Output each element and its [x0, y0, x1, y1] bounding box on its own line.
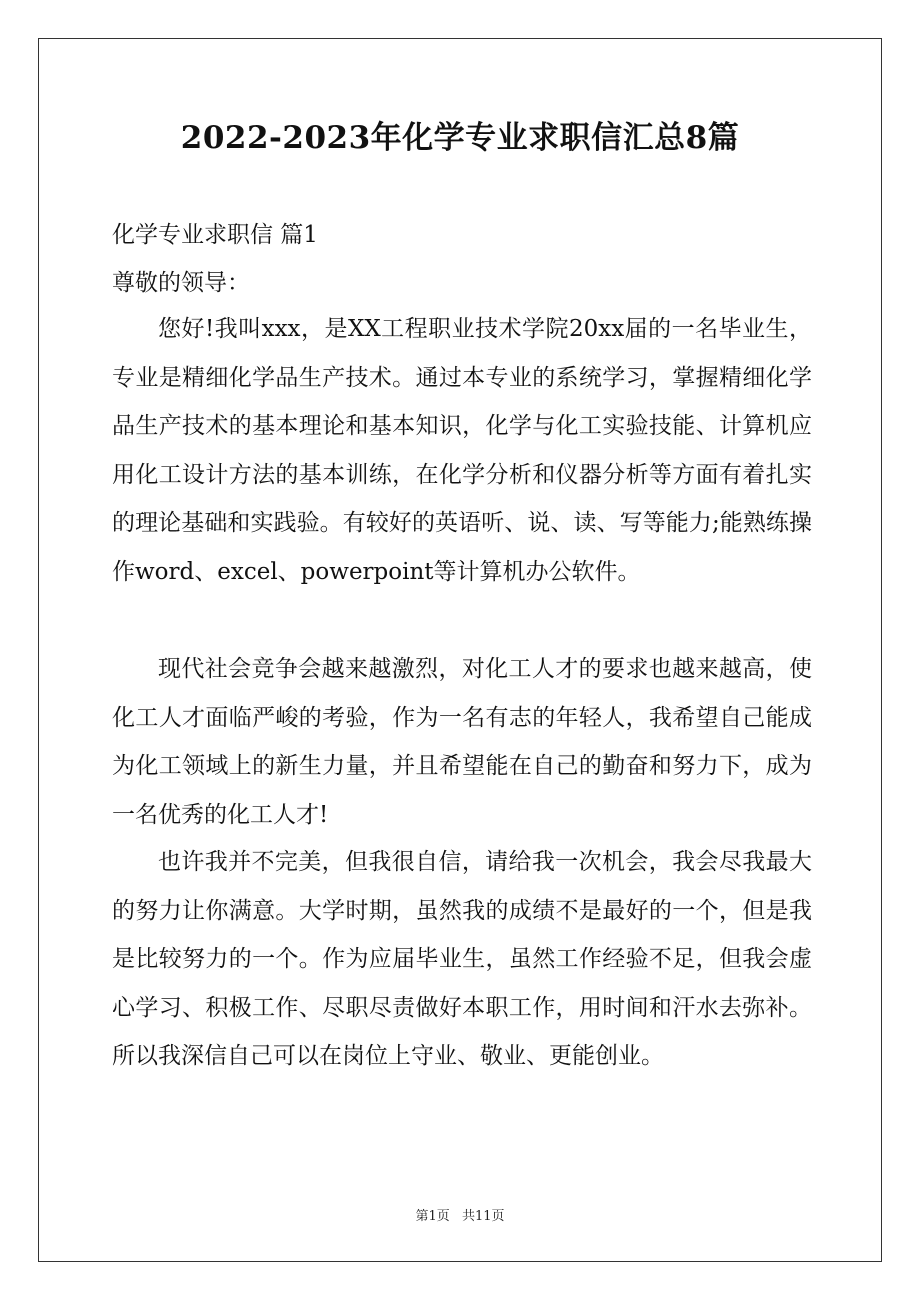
section-heading: 化学专业求职信 篇1 — [112, 222, 318, 248]
body-paragraph-3: 也许我并不完美，但我很自信，请给我一次机会，我会尽我最大的努力让你满意。大学时期，虽然我的成绩不是最好的一个，但是我是比较努力的一个。作为应届毕业生，虽然工作经验不足，但我会虚心学习、积极工作、尽职尽责做好本职工作，用时间和汗水去弥补。所以我深信自己可以在岗位上守业、敬业、更能创业。 — [112, 849, 812, 1069]
page-total: 共11页 — [461, 1209, 505, 1224]
body-paragraph-1: 您好!我叫xxx，是XX工程职业技术学院20xx届的一名毕业生，专业是精细化学品生产技术。通过本专业的系统学习，掌握精细化学品生产技术的基本理论和基本知识，化学与化工实验技能、计算机应用化工设计方法的基本训练，在化学分析和仪器分析等方面有着扎实的理论基础和实践验。有较好的英语听、说、读、写等能力;能熟练操作word、excel、powerpoint等计算机办公软件。 — [112, 316, 812, 585]
salutation: 尊敬的领导： — [112, 270, 250, 296]
page-footer — [0, 1205, 920, 1224]
body-paragraph-2: 现代社会竞争会越来越激烈，对化工人才的要求也越来越高，使化工人才面临严峻的考验，作为一名有志的年轻人，我希望自己能成为化工领域上的新生力量，并且希望能在自己的勤奋和努力下，成为一名优秀的化工人才! — [112, 656, 812, 828]
page-number: 第1页 — [415, 1209, 450, 1224]
document-title: 2022-2023年化学专业求职信汇总8篇 — [180, 120, 740, 156]
